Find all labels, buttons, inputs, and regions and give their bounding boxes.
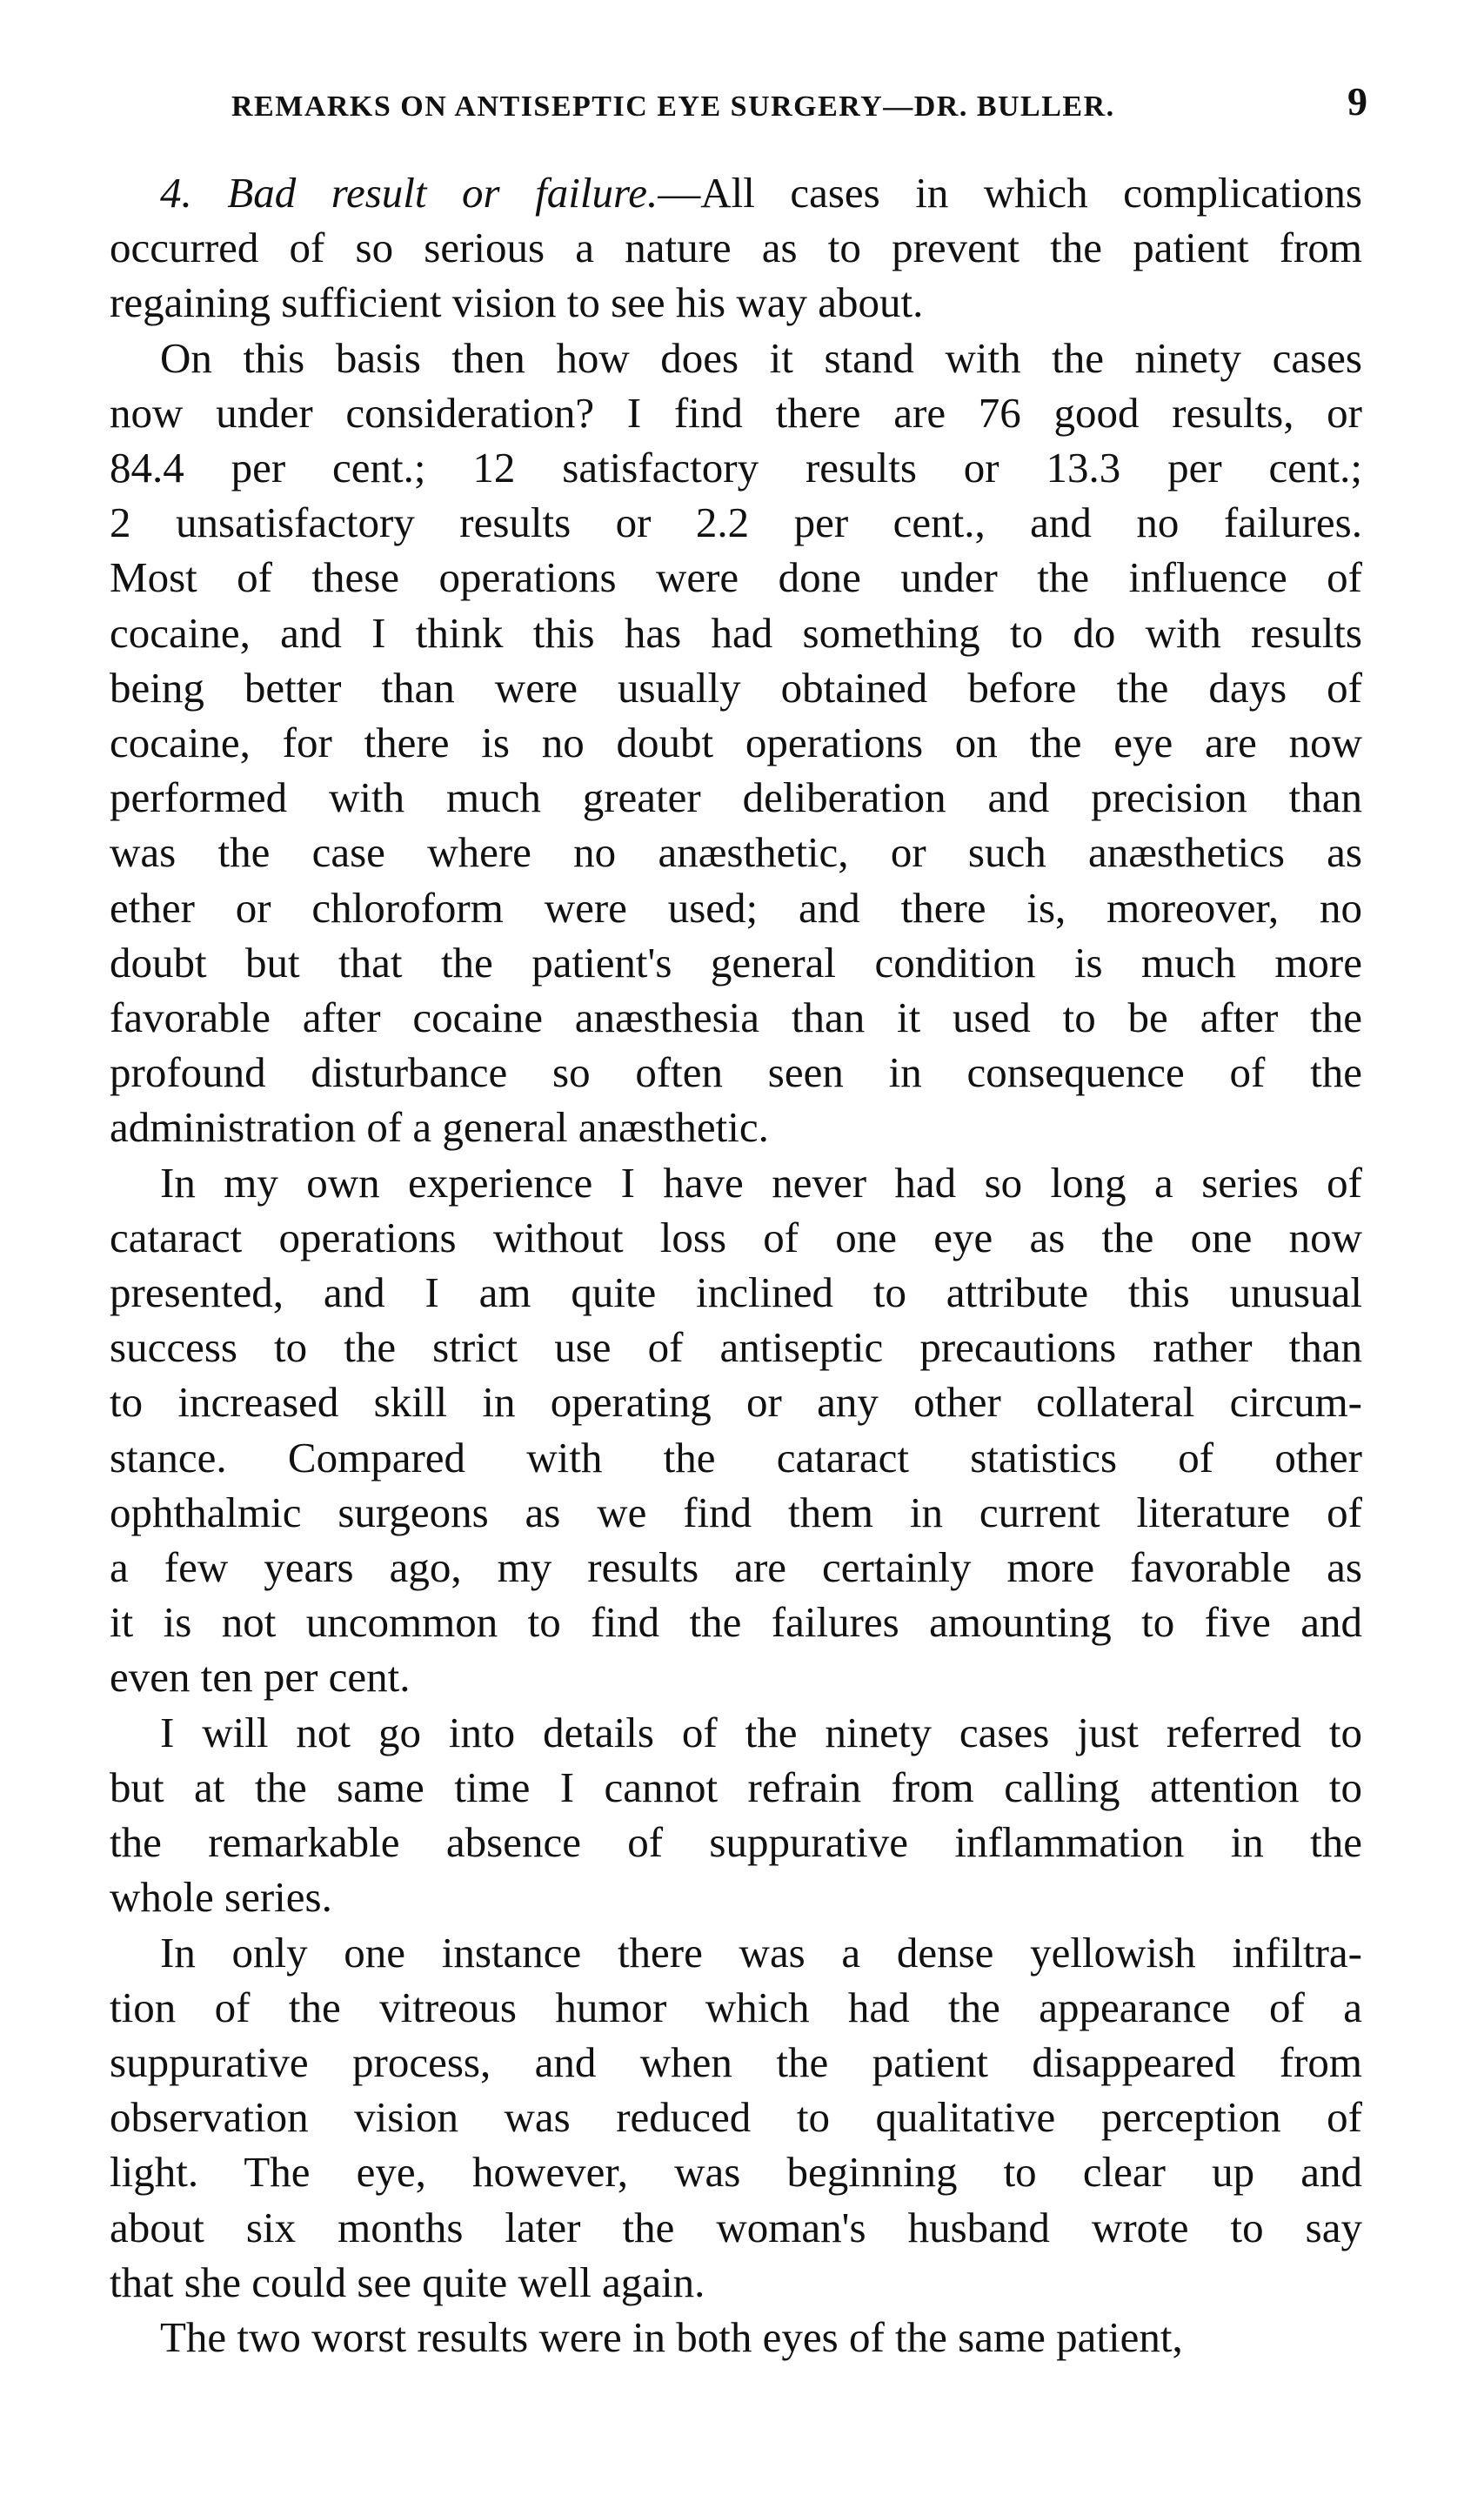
- running-title: REMARKS ON ANTISEPTIC EYE SURGERY—DR. BULLER.: [231, 90, 1115, 123]
- paragraph: [110, 331, 1362, 1155]
- text-line: favorable after cocaine anæsthesia than it used to be after the: [110, 993, 1362, 1042]
- text-line: was the case where no anæsthetic, or such anæsthetics as: [110, 828, 1362, 877]
- text-line: that she could see quite well again.: [110, 2258, 705, 2306]
- text-line: suppurative process, and when the patient disappeared from: [110, 2037, 1362, 2086]
- text-line: 84.4 per cent.; 12 satisfactory results or 13.3 per cent.;: [110, 444, 1362, 492]
- text-line: now under consideration? I find there are 76 good results, or: [110, 388, 1362, 437]
- text-line: Most of these operations were done under the influence of: [110, 553, 1362, 602]
- text-line: success to the strict use of antiseptic precautions rather than: [110, 1323, 1362, 1372]
- text-line: On this basis then how does it stand with the ninety cases: [160, 333, 1362, 382]
- text-line: stance. Compared with the cataract statistics of other: [110, 1433, 1362, 1482]
- text-line: but at the same time I cannot refrain from calling attention to: [110, 1763, 1362, 1811]
- text-line: cataract operations without loss of one eye as the one now: [110, 1213, 1362, 1261]
- text-line: the remarkable absence of suppurative inflammation in the: [110, 1818, 1362, 1867]
- text-line: regaining sufficient vision to see his way about.: [110, 278, 924, 327]
- paragraph: [110, 1155, 1362, 1705]
- paragraph: [110, 1925, 1362, 2310]
- text-line: whole series.: [110, 1873, 332, 1922]
- text-line: The two worst results were in both eyes of the same patient,: [160, 2312, 1183, 2361]
- paragraph: [110, 165, 1362, 331]
- paragraph: [110, 1705, 1362, 1925]
- body-text: [110, 165, 1362, 2365]
- text-line: about six months later the woman's husband wrote to say: [110, 2203, 1362, 2251]
- text-line: to increased skill in operating or any other collateral circum-: [110, 1378, 1362, 1427]
- text-line: a few years ago, my results are certainly more favorable as: [110, 1543, 1362, 1592]
- text-line: I will not go into details of the ninety cases just referred to: [160, 1708, 1362, 1756]
- document-page: [110, 78, 1367, 2365]
- text-line: it is not uncommon to find the failures amounting to five and: [110, 1598, 1362, 1647]
- text-line: In only one instance there was a dense yellowish infiltra-: [160, 1928, 1362, 1977]
- text-line: observation vision was reduced to qualitative perception of: [110, 2093, 1362, 2142]
- text-line: performed with much greater deliberation and precision than: [110, 773, 1362, 822]
- text-line: ophthalmic surgeons as we find them in current literature of: [110, 1488, 1362, 1536]
- text-line: tion of the vitreous humor which had the appearance of a: [110, 1983, 1362, 2031]
- text-line: 2 unsatisfactory results or 2.2 per cent., and no failures.: [110, 498, 1362, 547]
- text-line: doubt but that the patient's general condition is much more: [110, 938, 1362, 987]
- text-line: administration of a general anæsthetic.: [110, 1103, 769, 1152]
- text-line: light. The eye, however, was beginning to clear up and: [110, 2148, 1362, 2197]
- text-line: profound disturbance so often seen in consequence of the: [110, 1048, 1362, 1097]
- running-head: [110, 78, 1367, 127]
- text-line: In my own experience I have never had so long a series of: [160, 1158, 1362, 1207]
- page-number: 9: [1347, 79, 1367, 124]
- text-line: being better than were usually obtained before the days of: [110, 663, 1362, 712]
- text-line: cocaine, and I think this has had something to do with results: [110, 608, 1362, 657]
- text-line: presented, and I am quite inclined to attribute this unusual: [110, 1268, 1362, 1317]
- paragraph: [110, 2310, 1362, 2365]
- italic-lead: 4. Bad result or failure.: [160, 169, 658, 217]
- text-line: cocaine, for there is no doubt operations on the eye are now: [110, 719, 1362, 767]
- text-line: 4. Bad result or failure.—All cases in which complications: [160, 169, 1363, 217]
- text-line: ether or chloroform were used; and there is, moreover, no: [110, 883, 1362, 932]
- text-line: even ten per cent.: [110, 1653, 411, 1702]
- text-line: occurred of so serious a nature as to prevent the patient from: [110, 224, 1362, 272]
